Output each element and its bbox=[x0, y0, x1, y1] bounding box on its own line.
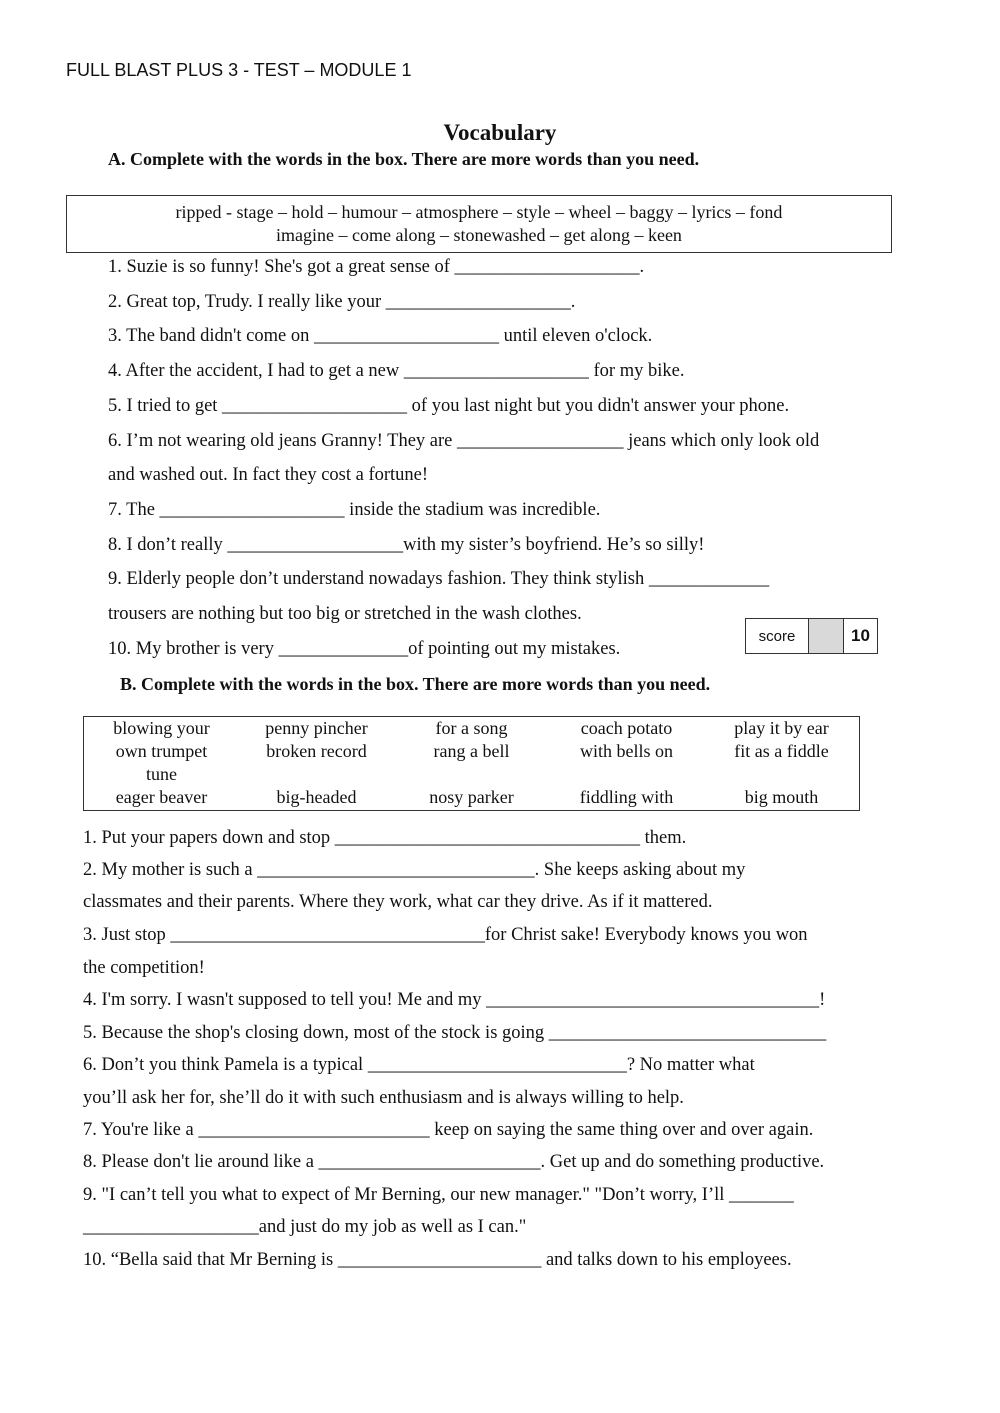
question-line: 3. Just stop __________________________________for Christ sake! Everybody knows you won bbox=[83, 925, 808, 945]
worksheet-header: FULL BLAST PLUS 3 - TEST – MODULE 1 bbox=[66, 60, 412, 80]
idiom-cell bbox=[549, 763, 704, 786]
question-line: 9. "I can’t tell you what to expect of Mr Berning, our new manager." "Don’t worry, I’ll _______ bbox=[83, 1185, 794, 1205]
idiom-row bbox=[84, 717, 859, 763]
idiom-cell bbox=[239, 763, 394, 786]
question-line: 8. I don’t really ___________________with my sister’s boyfriend. He’s so silly! bbox=[108, 535, 705, 555]
question-line: 1. Suzie is so funny! She's got a great sense of ____________________. bbox=[108, 257, 645, 277]
question-line: 10. My brother is very ______________of pointing out my mistakes. bbox=[108, 639, 621, 659]
idiom-text: blowing your bbox=[113, 718, 210, 738]
score-label: score bbox=[746, 619, 809, 653]
idiom-row bbox=[84, 763, 859, 786]
idiom-cell: nosy parker bbox=[429, 787, 514, 807]
question-line: 1. Put your papers down and stop _________________________________ them. bbox=[83, 828, 687, 848]
word-box-line: imagine – come along – stonewashed – get along – keen bbox=[276, 225, 682, 245]
question-line: 7. You're like a _________________________ keep on saying the same thing over and over again. bbox=[83, 1120, 814, 1140]
question-line: 2. Great top, Trudy. I really like your ____________________. bbox=[108, 292, 576, 312]
score-box bbox=[745, 618, 878, 654]
question-line: and washed out. In fact they cost a fortune! bbox=[108, 465, 429, 485]
question-line: 7. The ____________________ inside the stadium was incredible. bbox=[108, 500, 601, 520]
word-box-line: ripped - stage – hold – humour – atmosphere – style – wheel – baggy – lyrics – fond bbox=[175, 202, 783, 222]
idiom-cell bbox=[704, 717, 859, 763]
question-line: trousers are nothing but too big or stretched in the wash clothes. bbox=[108, 604, 582, 624]
question-line: ___________________and just do my job as well as I can." bbox=[83, 1217, 527, 1237]
question-line: 4. After the accident, I had to get a new ____________________ for my bike. bbox=[108, 361, 685, 381]
idiom-text: own trumpet bbox=[115, 741, 208, 761]
idiom-cell: fiddling with bbox=[579, 787, 674, 807]
word-box-a bbox=[66, 195, 892, 253]
question-line: 10. “Bella said that Mr Berning is ______________________ and talks down to his employees. bbox=[83, 1250, 792, 1270]
question-line: 3. The band didn't come on ____________________ until eleven o'clock. bbox=[108, 326, 653, 346]
question-line: 9. Elderly people don’t understand nowadays fashion. They think stylish _____________ bbox=[108, 569, 770, 589]
question-line: 8. Please don't lie around like a ________________________. Get up and do something productive. bbox=[83, 1152, 825, 1172]
question-line: 5. Because the shop's closing down, most of the stock is going ______________________________ bbox=[83, 1023, 827, 1043]
question-line: you’ll ask her for, she’ll do it with such enthusiasm and is always willing to help. bbox=[83, 1088, 684, 1108]
idiom-text: penny pincher bbox=[265, 718, 368, 738]
idiom-box-b bbox=[83, 716, 860, 811]
question-line: 6. I’m not wearing old jeans Granny! They are __________________ jeans which only look old bbox=[108, 431, 820, 451]
idiom-cell bbox=[394, 763, 549, 786]
idiom-table bbox=[84, 717, 859, 809]
page-title: Vocabulary bbox=[443, 120, 557, 145]
idiom-text: rang a bell bbox=[433, 741, 510, 761]
idiom-cell bbox=[704, 763, 859, 786]
idiom-text: with bells on bbox=[580, 741, 673, 761]
idiom-cell bbox=[549, 717, 704, 763]
idiom-text: fit as a fiddle bbox=[734, 741, 829, 761]
idiom-cell: big mouth bbox=[744, 787, 819, 807]
question-line: 4. I'm sorry. I wasn't supposed to tell you! Me and my ____________________________________! bbox=[83, 990, 826, 1010]
question-line: 6. Don’t you think Pamela is a typical ____________________________? No matter what bbox=[83, 1055, 755, 1075]
score-input-cell bbox=[809, 619, 844, 653]
question-line: 2. My mother is such a ______________________________. She keeps asking about my bbox=[83, 860, 746, 880]
section-b-instruction: B. Complete with the words in the box. There are more words than you need. bbox=[120, 674, 711, 694]
question-line: classmates and their parents. Where they work, what car they drive. As if it mattered. bbox=[83, 892, 713, 912]
idiom-text: play it by ear bbox=[734, 718, 829, 738]
idiom-text: for a song bbox=[435, 718, 508, 738]
idiom-cell bbox=[394, 717, 549, 763]
idiom-cell bbox=[84, 717, 239, 763]
question-line: 5. I tried to get ____________________ of you last night but you didn't answer your phone. bbox=[108, 396, 790, 416]
idiom-cell: big-headed bbox=[276, 787, 357, 807]
idiom-cell bbox=[239, 717, 394, 763]
question-line: the competition! bbox=[83, 958, 205, 978]
section-a-instruction: A. Complete with the words in the box. There are more words than you need. bbox=[108, 149, 700, 169]
idiom-text: coach potato bbox=[580, 718, 673, 738]
idiom-cell: tune bbox=[146, 764, 177, 784]
idiom-text: broken record bbox=[266, 741, 367, 761]
idiom-row bbox=[84, 786, 859, 809]
idiom-cell: eager beaver bbox=[115, 787, 208, 807]
score-total: 10 bbox=[851, 626, 870, 645]
